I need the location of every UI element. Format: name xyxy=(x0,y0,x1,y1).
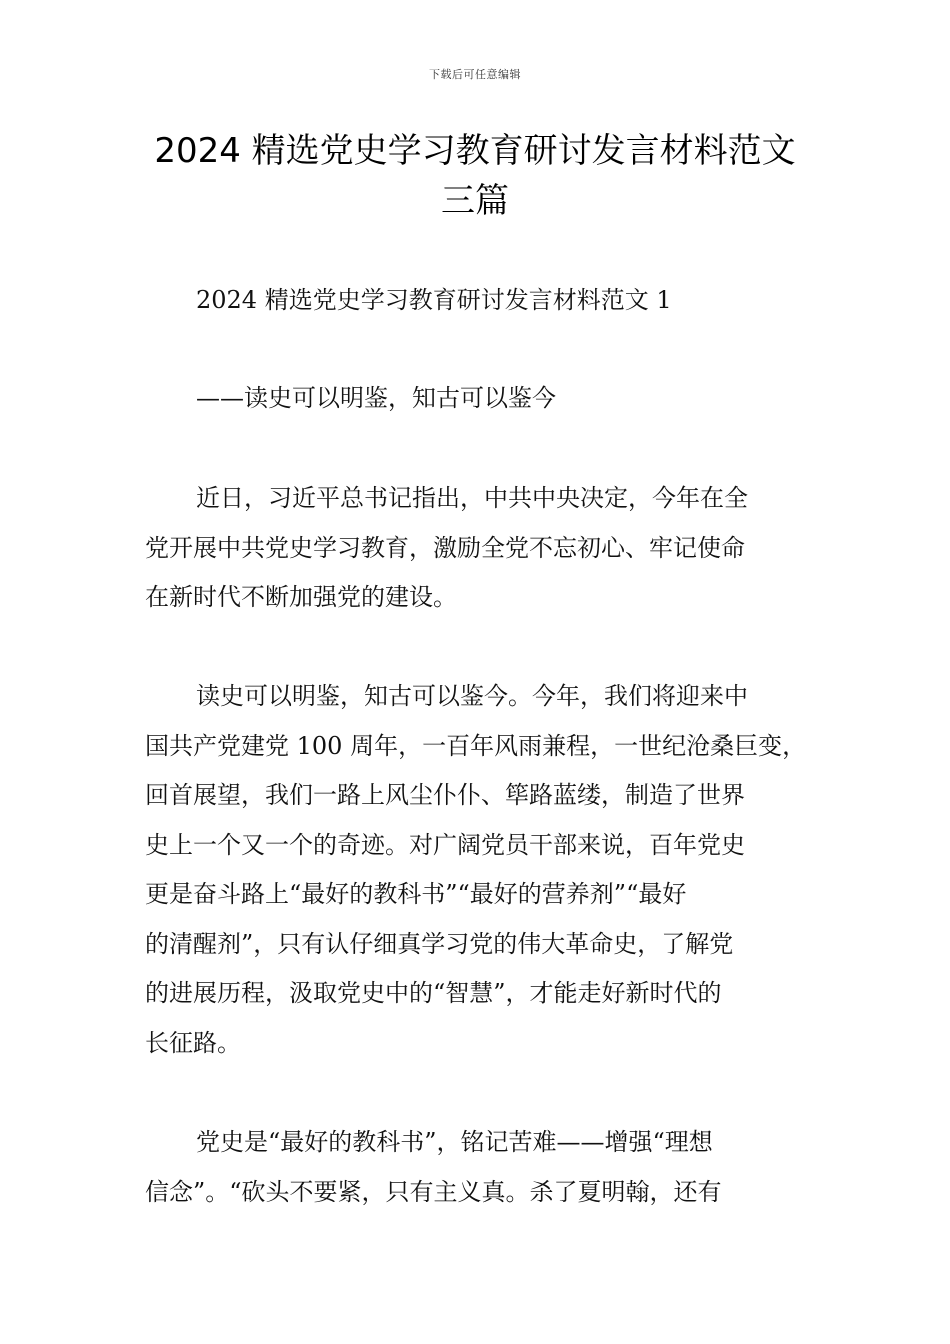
paragraph-3 xyxy=(145,1118,810,1217)
page-header-note: 下载后可任意编辑 xyxy=(429,68,521,81)
paragraph-3-line: 党史是“最好的教科书”，铭记苦难——增强“理想 xyxy=(196,1128,713,1156)
title-line-1: 2024 精选党史学习教育研讨发言材料范文 xyxy=(154,131,796,171)
paragraph-1-line: 党开展中共党史学习教育，激励全党不忘初心、牢记使命 xyxy=(145,533,745,562)
paragraph-2-line: 的清醒剂”，只有认仔细真学习党的伟大革命史，了解党 xyxy=(145,929,734,958)
paragraph-2-line: 国共产党建党 100 周年，一百年风雨兼程，一世纪沧桑巨变， xyxy=(145,731,807,760)
title-line-2: 三篇 xyxy=(441,181,509,221)
paragraph-2 xyxy=(145,672,810,1068)
paragraph-2-line: 的进展历程，汲取党史中的“智慧”，才能走好新时代的 xyxy=(145,979,722,1007)
paragraph-1 xyxy=(145,474,810,623)
paragraph-2-line: 读史可以明鉴，知古可以鉴今。今年，我们将迎来中 xyxy=(196,682,748,710)
paragraph-2-line: 长征路。 xyxy=(145,1028,241,1057)
paragraph-2-line: 史上一个又一个的奇迹。对广阔党员干部来说，百年党史 xyxy=(145,830,745,859)
paragraph-2-line: 回首展望，我们一路上风尘仆仆、筚路蓝缕，制造了世界 xyxy=(145,781,745,809)
paragraph-1-line: 在新时代不断加强党的建设。 xyxy=(145,583,457,611)
section-subheading-text: ——读史可以明鉴，知古可以鉴今 xyxy=(196,384,556,412)
section-subtitle-text: 2024 精选党史学习教育研讨发言材料范文 1 xyxy=(196,286,672,314)
paragraph-3-line: 信念”。“砍头不要紧，只有主义真。杀了夏明翰，还有 xyxy=(145,1177,722,1206)
paragraph-2-line: 更是奋斗路上“最好的教科书”“最好的营养剂”“最好 xyxy=(145,880,687,908)
section-subheading xyxy=(196,374,861,424)
paragraph-1-line: 近日，习近平总书记指出，中共中央决定，今年在全 xyxy=(196,484,748,512)
section-subtitle xyxy=(196,276,861,326)
document-title xyxy=(140,126,810,226)
